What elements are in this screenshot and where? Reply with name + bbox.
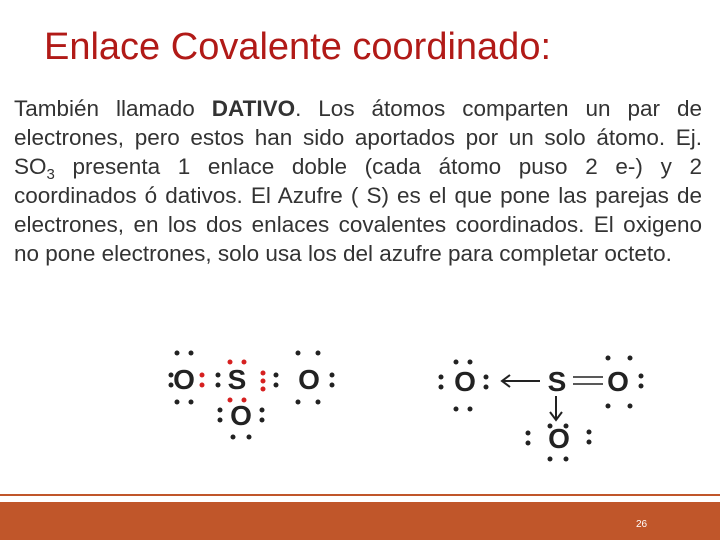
footer-divider: [0, 494, 720, 496]
paragraph-text-1: También llamado: [14, 96, 212, 121]
dativo-bold-term: DATIVO: [211, 96, 296, 121]
oxygen-left-label: O: [173, 364, 195, 395]
oxygen-left-label: O: [454, 366, 476, 397]
page-number: 26: [636, 519, 648, 530]
paragraph-text-2: . Los átomos comparten un par de electrones, pero estos han sido aportados por un solo átomo. Ej. SO: [14, 96, 702, 179]
oxygen-bottom-label: O: [230, 400, 252, 431]
sulfur-left-label: S: [227, 364, 247, 395]
oxygen-bottom-label: O: [548, 423, 570, 454]
oxygen-right-label: O: [607, 366, 629, 397]
footer-bar: [0, 502, 720, 540]
lewis-structure-left: [169, 351, 335, 440]
paragraph-text-3: presenta 1 enlace doble (cada átomo puso 2 e-) y 2 coordinados ó dativos. El Azufre ( S) es el que pone las parejas de electrones, en los dos enlaces covalentes coordinados. El oxigeno no pone electrones, solo usa los del azufre para completar octeto.: [14, 154, 702, 266]
body-paragraph: [14, 94, 702, 268]
sulfur-right-label: S: [547, 366, 567, 397]
lewis-structure-right: [439, 356, 644, 462]
slide-title: Enlace Covalente coordinado:: [44, 26, 552, 68]
oxygen-right-label: O: [298, 364, 320, 395]
lewis-structures-diagram: [0, 340, 720, 470]
so3-subscript: 3: [46, 166, 55, 183]
